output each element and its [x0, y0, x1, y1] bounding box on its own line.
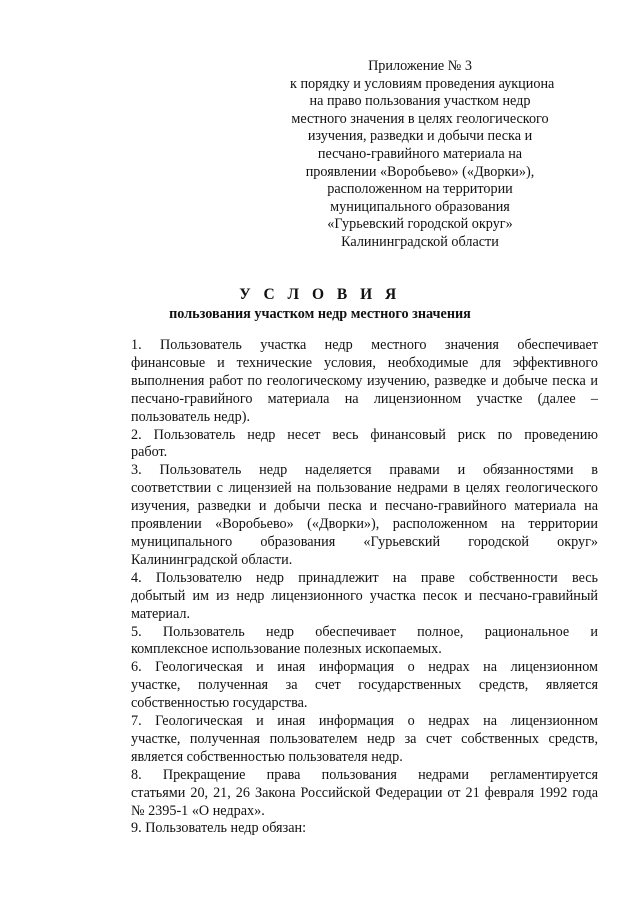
text-line: проявлении «Воробьево» («Дворки»), расположенном на территории [131, 516, 598, 533]
appendix-line: муниципального образования [330, 198, 510, 215]
text-line: 2. Пользователь недр несет весь финансовый риск по проведению [131, 426, 598, 443]
text-line: 3. Пользователь недр наделяется правами и обязанностями в [131, 462, 598, 479]
text-line: 6. Геологическая и иная информация о недрах на лицензионном [131, 659, 598, 676]
appendix-line: расположенном на территории [327, 181, 513, 198]
text-line: финансовые и технические условия, необходимые для эффективного [131, 354, 598, 371]
appendix-line: на право пользования участком недр [309, 93, 531, 110]
paragraph-5 [91, 624, 598, 660]
document-heading [0, 286, 640, 323]
paragraph-8 [91, 767, 598, 821]
appendix-header [290, 58, 555, 252]
appendix-line: местного значения в целях геологического [291, 110, 549, 127]
text-line: выполнения работ по геологическому изучению, разведке и добыче песка и [131, 372, 598, 389]
text-line: 8. Прекращение права пользования недрами регламентируется [131, 766, 598, 783]
appendix-line: «Гурьевский городской округ» [327, 216, 513, 233]
text-line: статьями 20, 21, 26 Закона Российской Федерации от 21 февраля 1992 года [131, 784, 598, 801]
text-line: 5. Пользователь недр обеспечивает полное, рациональное и [131, 623, 598, 640]
text-line: 1. Пользователь участка недр местного значения обеспечивает [131, 337, 598, 353]
text-line: изучения, разведки и добычи песка и песчано-гравийного материала на [131, 498, 598, 515]
text-line: № 2395-1 «О недрах». [131, 802, 265, 819]
appendix-line: песчано-гравийного материала на [317, 145, 523, 162]
text-line: муниципального образования «Гурьевский городской округ» [131, 533, 598, 550]
text-line: комплексное использование полезных ископаемых. [131, 641, 442, 658]
appendix-line: проявлении «Воробьево» («Дворки»), [305, 163, 535, 180]
text-line: собственностью государства. [131, 695, 308, 712]
text-line: работ. [131, 444, 168, 461]
paragraph-2 [91, 427, 598, 463]
appendix-line: Приложение № 3 [368, 58, 472, 74]
document-subtitle: пользования участком недр местного значения [169, 306, 471, 322]
document-title: У С Л О В И Я [239, 286, 401, 303]
text-line: добытый им из недр лицензионного участка песок и песчано-гравийный [131, 587, 598, 604]
paragraph-9 [91, 820, 598, 838]
text-line: участке, полученная пользователем недр за счет собственных средств, [131, 730, 598, 747]
text-line: 9. Пользователь недр обязан: [131, 820, 307, 837]
text-line: является собственностью пользователя недр. [131, 748, 403, 765]
text-line: материал. [131, 605, 191, 622]
paragraph-1 [91, 337, 598, 427]
paragraph-6 [91, 659, 598, 713]
appendix-line: изучения, разведки и добычи песка и [307, 128, 533, 145]
text-line: пользователь недр). [131, 408, 250, 425]
paragraph-4 [91, 570, 598, 624]
text-line: участке, полученная за счет государственных средств, является [131, 677, 598, 694]
document-body [91, 337, 598, 838]
text-line: 7. Геологическая и иная информация о недрах на лицензионном [131, 713, 598, 730]
text-line: 4. Пользователю недр принадлежит на праве собственности весь [131, 569, 598, 586]
text-line: соответствии с лицензией на пользование недрами в целях геологического [131, 480, 598, 497]
text-line: песчано-гравийного материала на лицензионном участке (далее – [131, 390, 598, 407]
appendix-line: Калининградской области [341, 233, 499, 250]
paragraph-7 [91, 713, 598, 767]
paragraph-3 [91, 462, 598, 569]
text-line: Калининградской области. [131, 551, 293, 568]
appendix-line: к порядку и условиям проведения аукциона [290, 75, 555, 92]
